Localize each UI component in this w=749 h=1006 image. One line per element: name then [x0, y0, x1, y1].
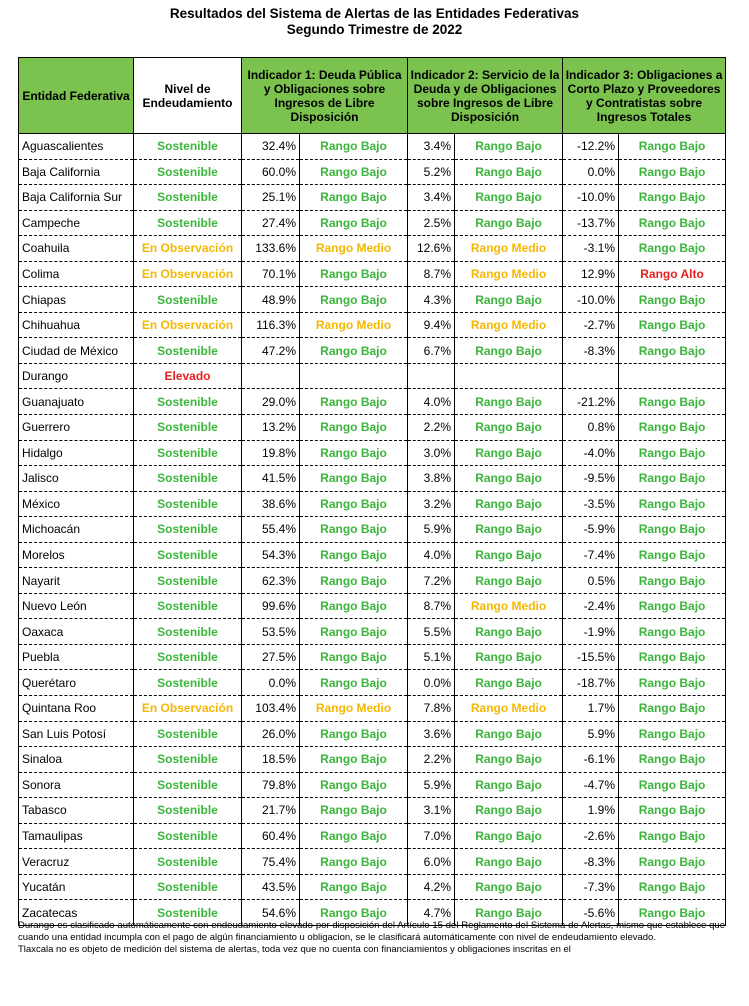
indicador-3-value: -10.0%: [563, 185, 619, 211]
table-row: [19, 210, 726, 236]
indicador-1-value: 55.4%: [242, 517, 300, 543]
indicador-3-range: Rango Bajo: [619, 338, 726, 364]
indicador-3-range: Rango Bajo: [619, 619, 726, 645]
indicador-3-range: Rango Bajo: [619, 900, 726, 926]
indicador-2-value: 8.7%: [408, 593, 455, 619]
indicador-1-range: Rango Bajo: [300, 900, 408, 926]
indicador-1-value: 25.1%: [242, 185, 300, 211]
indicador-1-range: Rango Bajo: [300, 440, 408, 466]
indicador-3-value: -9.5%: [563, 466, 619, 492]
indicador-1-value: 38.6%: [242, 491, 300, 517]
indicador-2-range: Rango Bajo: [455, 874, 563, 900]
indicador-2-range: Rango Bajo: [455, 415, 563, 441]
indicador-3-range: Rango Bajo: [619, 134, 726, 160]
indicador-3-value: -6.1%: [563, 747, 619, 773]
table-row: [19, 312, 726, 338]
indicador-2-range: Rango Bajo: [455, 210, 563, 236]
indicador-2-range: Rango Bajo: [455, 287, 563, 313]
entidad-cell: Querétaro: [19, 670, 134, 696]
indicador-1-range: Rango Bajo: [300, 593, 408, 619]
nivel-cell: Sostenible: [134, 798, 242, 824]
indicador-2-value: 4.0%: [408, 542, 455, 568]
nivel-cell: Sostenible: [134, 874, 242, 900]
indicador-2-value: 12.6%: [408, 236, 455, 262]
indicador-2-range: Rango Bajo: [455, 389, 563, 415]
indicador-2-range: Rango Medio: [455, 696, 563, 722]
indicador-3-range: [619, 363, 726, 389]
indicador-1-range: Rango Bajo: [300, 568, 408, 594]
nivel-cell: Sostenible: [134, 210, 242, 236]
indicador-1-value: 116.3%: [242, 312, 300, 338]
indicador-3-range: Rango Bajo: [619, 772, 726, 798]
indicador-2-range: Rango Bajo: [455, 721, 563, 747]
header-nivel: Nivel de Endeudamiento: [134, 58, 242, 134]
table-row: [19, 363, 726, 389]
indicador-3-range: Rango Bajo: [619, 798, 726, 824]
indicador-3-value: 1.7%: [563, 696, 619, 722]
indicador-2-value: 3.4%: [408, 134, 455, 160]
nivel-cell: Sostenible: [134, 415, 242, 441]
entidad-cell: Ciudad de México: [19, 338, 134, 364]
indicador-3-value: 12.9%: [563, 261, 619, 287]
footnotes: [18, 920, 725, 956]
entidad-cell: Tabasco: [19, 798, 134, 824]
indicador-2-value: 8.7%: [408, 261, 455, 287]
indicador-1-range: Rango Bajo: [300, 849, 408, 875]
indicador-3-range: Rango Bajo: [619, 874, 726, 900]
table-row: [19, 568, 726, 594]
table-row: [19, 619, 726, 645]
indicador-3-value: -8.3%: [563, 849, 619, 875]
entidad-cell: Veracruz: [19, 849, 134, 875]
indicador-2-value: 7.0%: [408, 823, 455, 849]
indicador-2-range: Rango Bajo: [455, 747, 563, 773]
indicador-3-value: -2.4%: [563, 593, 619, 619]
indicador-2-range: Rango Bajo: [455, 440, 563, 466]
page-title: Resultados del Sistema de Alertas de las Entidades Federativas: [169, 6, 580, 21]
indicador-2-range: Rango Bajo: [455, 185, 563, 211]
indicador-1-range: Rango Bajo: [300, 644, 408, 670]
indicador-1-value: 70.1%: [242, 261, 300, 287]
indicador-1-range: Rango Bajo: [300, 823, 408, 849]
table-row: [19, 517, 726, 543]
indicador-3-value: -8.3%: [563, 338, 619, 364]
indicador-1-range: Rango Bajo: [300, 874, 408, 900]
indicador-3-value: [563, 363, 619, 389]
indicador-2-range: Rango Bajo: [455, 134, 563, 160]
indicador-2-range: Rango Medio: [455, 312, 563, 338]
entidad-cell: Hidalgo: [19, 440, 134, 466]
nivel-cell: Sostenible: [134, 287, 242, 313]
indicador-1-value: 19.8%: [242, 440, 300, 466]
indicador-1-range: [300, 363, 408, 389]
indicador-3-value: -5.6%: [563, 900, 619, 926]
indicador-3-range: Rango Bajo: [619, 491, 726, 517]
entidad-cell: Sinaloa: [19, 747, 134, 773]
indicador-1-range: Rango Bajo: [300, 415, 408, 441]
indicador-3-value: -7.4%: [563, 542, 619, 568]
indicador-1-value: [242, 363, 300, 389]
entidad-cell: Oaxaca: [19, 619, 134, 645]
entidad-cell: Coahuila: [19, 236, 134, 262]
indicador-1-range: Rango Bajo: [300, 185, 408, 211]
indicador-1-value: 54.6%: [242, 900, 300, 926]
entidad-cell: Campeche: [19, 210, 134, 236]
indicador-3-range: Rango Bajo: [619, 644, 726, 670]
indicador-3-value: 0.0%: [563, 159, 619, 185]
nivel-cell: Sostenible: [134, 159, 242, 185]
indicador-1-value: 60.0%: [242, 159, 300, 185]
indicador-2-range: Rango Bajo: [455, 644, 563, 670]
entidad-cell: Baja California Sur: [19, 185, 134, 211]
indicador-2-value: 6.7%: [408, 338, 455, 364]
nivel-cell: Sostenible: [134, 670, 242, 696]
indicador-3-range: Rango Bajo: [619, 542, 726, 568]
nivel-cell: Sostenible: [134, 593, 242, 619]
indicador-1-range: Rango Bajo: [300, 772, 408, 798]
indicador-1-value: 21.7%: [242, 798, 300, 824]
table-row: [19, 491, 726, 517]
indicador-1-range: Rango Bajo: [300, 261, 408, 287]
table-row: [19, 644, 726, 670]
nivel-cell: Sostenible: [134, 542, 242, 568]
indicador-2-range: Rango Bajo: [455, 466, 563, 492]
entidad-cell: Durango: [19, 363, 134, 389]
indicador-2-range: Rango Bajo: [455, 338, 563, 364]
nivel-cell: Sostenible: [134, 466, 242, 492]
indicador-2-value: 3.6%: [408, 721, 455, 747]
header-indicador-1: Indicador 1: Deuda Pública y Obligaciones sobre Ingresos de Libre Disposición: [242, 58, 408, 134]
entidad-cell: Quintana Roo: [19, 696, 134, 722]
indicador-1-value: 29.0%: [242, 389, 300, 415]
indicador-2-value: 5.1%: [408, 644, 455, 670]
table-row: [19, 236, 726, 262]
indicador-1-value: 32.4%: [242, 134, 300, 160]
entidad-cell: Colima: [19, 261, 134, 287]
nivel-cell: Sostenible: [134, 900, 242, 926]
nivel-cell: Sostenible: [134, 619, 242, 645]
indicador-2-range: Rango Bajo: [455, 491, 563, 517]
indicador-2-range: Rango Bajo: [455, 823, 563, 849]
indicador-3-range: Rango Bajo: [619, 696, 726, 722]
indicador-3-value: 5.9%: [563, 721, 619, 747]
table-row: [19, 747, 726, 773]
nivel-cell: Sostenible: [134, 823, 242, 849]
indicador-2-value: 0.0%: [408, 670, 455, 696]
indicador-2-value: 3.1%: [408, 798, 455, 824]
indicador-2-range: [455, 363, 563, 389]
nivel-cell: En Observación: [134, 261, 242, 287]
indicador-3-range: Rango Bajo: [619, 721, 726, 747]
indicador-3-range: Rango Bajo: [619, 823, 726, 849]
indicador-2-value: 3.8%: [408, 466, 455, 492]
indicador-2-range: Rango Medio: [455, 261, 563, 287]
indicador-1-range: Rango Bajo: [300, 159, 408, 185]
table-row: [19, 823, 726, 849]
indicador-1-value: 26.0%: [242, 721, 300, 747]
indicador-1-range: Rango Bajo: [300, 338, 408, 364]
indicador-1-value: 62.3%: [242, 568, 300, 594]
entidad-cell: Guerrero: [19, 415, 134, 441]
indicador-3-value: -3.1%: [563, 236, 619, 262]
entidad-cell: Zacatecas: [19, 900, 134, 926]
table-header-row: [19, 58, 726, 134]
entidad-cell: Nuevo León: [19, 593, 134, 619]
indicador-2-value: 3.4%: [408, 185, 455, 211]
indicador-2-value: 3.2%: [408, 491, 455, 517]
nivel-cell: Sostenible: [134, 491, 242, 517]
table-row: [19, 466, 726, 492]
indicador-1-value: 27.4%: [242, 210, 300, 236]
indicador-1-range: Rango Bajo: [300, 287, 408, 313]
nivel-cell: Sostenible: [134, 134, 242, 160]
indicador-3-range: Rango Bajo: [619, 466, 726, 492]
nivel-cell: Sostenible: [134, 338, 242, 364]
indicador-2-value: 5.9%: [408, 517, 455, 543]
nivel-cell: En Observación: [134, 312, 242, 338]
indicador-3-range: Rango Alto: [619, 261, 726, 287]
table-row: [19, 159, 726, 185]
indicador-2-value: 2.5%: [408, 210, 455, 236]
indicador-2-value: 6.0%: [408, 849, 455, 875]
table-row: [19, 542, 726, 568]
indicador-3-value: 0.5%: [563, 568, 619, 594]
table-row: [19, 670, 726, 696]
indicador-2-value: 4.7%: [408, 900, 455, 926]
indicador-1-range: Rango Bajo: [300, 670, 408, 696]
indicador-1-range: Rango Bajo: [300, 389, 408, 415]
indicador-3-value: -12.2%: [563, 134, 619, 160]
indicador-3-range: Rango Bajo: [619, 568, 726, 594]
table-row: [19, 849, 726, 875]
indicador-2-value: 5.2%: [408, 159, 455, 185]
entidad-cell: Aguascalientes: [19, 134, 134, 160]
indicador-1-range: Rango Bajo: [300, 747, 408, 773]
table-row: [19, 261, 726, 287]
table-row: [19, 696, 726, 722]
entidad-cell: Sonora: [19, 772, 134, 798]
indicador-2-value: 3.0%: [408, 440, 455, 466]
indicador-3-value: -5.9%: [563, 517, 619, 543]
indicador-1-value: 18.5%: [242, 747, 300, 773]
indicador-3-range: Rango Bajo: [619, 210, 726, 236]
nivel-cell: Sostenible: [134, 389, 242, 415]
indicador-1-value: 99.6%: [242, 593, 300, 619]
entidad-cell: Chihuahua: [19, 312, 134, 338]
indicador-1-value: 13.2%: [242, 415, 300, 441]
nivel-cell: Sostenible: [134, 721, 242, 747]
indicador-2-value: [408, 363, 455, 389]
indicador-2-range: Rango Bajo: [455, 900, 563, 926]
page-subtitle: Segundo Trimestre de 2022: [286, 22, 463, 37]
nivel-cell: Sostenible: [134, 849, 242, 875]
table-row: [19, 593, 726, 619]
indicador-1-value: 53.5%: [242, 619, 300, 645]
indicador-2-range: Rango Bajo: [455, 798, 563, 824]
table-row: [19, 440, 726, 466]
indicador-1-value: 103.4%: [242, 696, 300, 722]
indicador-2-range: Rango Bajo: [455, 849, 563, 875]
indicador-3-value: 1.9%: [563, 798, 619, 824]
nivel-cell: En Observación: [134, 236, 242, 262]
indicador-1-range: Rango Bajo: [300, 491, 408, 517]
indicador-2-range: Rango Bajo: [455, 159, 563, 185]
indicador-3-value: -1.9%: [563, 619, 619, 645]
indicador-1-range: Rango Bajo: [300, 619, 408, 645]
indicador-3-range: Rango Bajo: [619, 159, 726, 185]
header-indicador-3: Indicador 3: Obligaciones a Corto Plazo y Proveedores y Contratistas sobre Ingresos Totales: [563, 58, 726, 134]
entidad-cell: Michoacán: [19, 517, 134, 543]
indicador-1-value: 43.5%: [242, 874, 300, 900]
indicador-3-value: -21.2%: [563, 389, 619, 415]
entidad-cell: Nayarit: [19, 568, 134, 594]
indicador-3-range: Rango Bajo: [619, 415, 726, 441]
indicador-1-range: Rango Bajo: [300, 542, 408, 568]
indicador-3-value: -4.0%: [563, 440, 619, 466]
entidad-cell: Morelos: [19, 542, 134, 568]
entidad-cell: San Luis Potosí: [19, 721, 134, 747]
indicador-1-range: Rango Bajo: [300, 721, 408, 747]
indicador-2-range: Rango Bajo: [455, 772, 563, 798]
indicador-1-value: 60.4%: [242, 823, 300, 849]
nivel-cell: En Observación: [134, 696, 242, 722]
indicador-3-value: 0.8%: [563, 415, 619, 441]
indicador-3-range: Rango Bajo: [619, 312, 726, 338]
table-row: [19, 772, 726, 798]
nivel-cell: Sostenible: [134, 644, 242, 670]
indicador-1-range: Rango Bajo: [300, 798, 408, 824]
indicador-2-value: 4.0%: [408, 389, 455, 415]
nivel-cell: Elevado: [134, 363, 242, 389]
indicador-1-range: Rango Bajo: [300, 134, 408, 160]
indicador-3-range: Rango Bajo: [619, 747, 726, 773]
indicador-2-value: 7.8%: [408, 696, 455, 722]
entidad-cell: México: [19, 491, 134, 517]
entidad-cell: Tamaulipas: [19, 823, 134, 849]
indicador-3-value: -13.7%: [563, 210, 619, 236]
indicador-3-value: -15.5%: [563, 644, 619, 670]
table-row: [19, 721, 726, 747]
indicador-3-value: -18.7%: [563, 670, 619, 696]
indicador-1-value: 0.0%: [242, 670, 300, 696]
indicador-3-range: Rango Bajo: [619, 389, 726, 415]
indicador-3-value: -2.6%: [563, 823, 619, 849]
indicador-3-range: Rango Bajo: [619, 517, 726, 543]
entidad-cell: Baja California: [19, 159, 134, 185]
table-row: [19, 389, 726, 415]
indicador-2-range: Rango Bajo: [455, 517, 563, 543]
nivel-cell: Sostenible: [134, 440, 242, 466]
indicador-2-value: 5.9%: [408, 772, 455, 798]
indicador-1-range: Rango Bajo: [300, 210, 408, 236]
indicador-1-range: Rango Bajo: [300, 517, 408, 543]
indicador-2-range: Rango Bajo: [455, 619, 563, 645]
indicador-1-value: 75.4%: [242, 849, 300, 875]
nivel-cell: Sostenible: [134, 772, 242, 798]
indicador-1-value: 47.2%: [242, 338, 300, 364]
indicador-2-range: Rango Medio: [455, 593, 563, 619]
indicador-3-range: Rango Bajo: [619, 185, 726, 211]
table-body: [19, 134, 726, 926]
indicador-2-range: Rango Medio: [455, 236, 563, 262]
indicador-3-range: Rango Bajo: [619, 670, 726, 696]
indicador-1-value: 79.8%: [242, 772, 300, 798]
indicador-1-range: Rango Medio: [300, 312, 408, 338]
indicador-3-range: Rango Bajo: [619, 287, 726, 313]
indicador-1-value: 54.3%: [242, 542, 300, 568]
indicador-3-range: Rango Bajo: [619, 849, 726, 875]
results-table: [18, 57, 726, 926]
indicador-1-value: 27.5%: [242, 644, 300, 670]
indicador-2-range: Rango Bajo: [455, 542, 563, 568]
nivel-cell: Sostenible: [134, 747, 242, 773]
indicador-3-value: -2.7%: [563, 312, 619, 338]
entidad-cell: Yucatán: [19, 874, 134, 900]
indicador-1-range: Rango Medio: [300, 696, 408, 722]
table-row: [19, 185, 726, 211]
entidad-cell: Chiapas: [19, 287, 134, 313]
indicador-1-range: Rango Bajo: [300, 466, 408, 492]
indicador-2-value: 4.3%: [408, 287, 455, 313]
indicador-1-value: 48.9%: [242, 287, 300, 313]
indicador-3-value: -4.7%: [563, 772, 619, 798]
indicador-3-range: Rango Bajo: [619, 236, 726, 262]
indicador-1-range: Rango Medio: [300, 236, 408, 262]
indicador-2-value: 4.2%: [408, 874, 455, 900]
footnote-tlaxcala: Tlaxcala no es objeto de medición del sistema de alertas, toda vez que no cuenta con financiamientos y obligaciones inscritas en el: [18, 944, 571, 955]
table-row: [19, 798, 726, 824]
footnote-durango: Durango es clasificado automáticamente con endeudamiento elevado por disposición del Artículo 15 del Reglamento del Sistema de Alertas, mismo que establece que cuando una entidad incumpla con el pago de algún financiamiento u obligacion, se le clasificará automáticamente con nivel de endeudamiento elevado.: [18, 920, 725, 943]
indicador-2-value: 2.2%: [408, 415, 455, 441]
indicador-3-range: Rango Bajo: [619, 440, 726, 466]
entidad-cell: Jalisco: [19, 466, 134, 492]
indicador-2-range: Rango Bajo: [455, 568, 563, 594]
table-row: [19, 287, 726, 313]
indicador-1-value: 133.6%: [242, 236, 300, 262]
indicador-2-range: Rango Bajo: [455, 670, 563, 696]
table-row: [19, 874, 726, 900]
table-row: [19, 338, 726, 364]
header-indicador-2: Indicador 2: Servicio de la Deuda y de Obligaciones sobre Ingresos de Libre Disposición: [408, 58, 563, 134]
nivel-cell: Sostenible: [134, 185, 242, 211]
indicador-2-value: 2.2%: [408, 747, 455, 773]
indicador-2-value: 9.4%: [408, 312, 455, 338]
indicador-3-value: -3.5%: [563, 491, 619, 517]
indicador-1-value: 41.5%: [242, 466, 300, 492]
nivel-cell: Sostenible: [134, 517, 242, 543]
table-row: [19, 134, 726, 160]
indicador-3-value: -7.3%: [563, 874, 619, 900]
entidad-cell: Guanajuato: [19, 389, 134, 415]
header-entidad: Entidad Federativa: [19, 58, 134, 134]
indicador-2-value: 5.5%: [408, 619, 455, 645]
nivel-cell: Sostenible: [134, 568, 242, 594]
table-row: [19, 415, 726, 441]
indicador-3-range: Rango Bajo: [619, 593, 726, 619]
indicador-2-value: 7.2%: [408, 568, 455, 594]
indicador-3-value: -10.0%: [563, 287, 619, 313]
entidad-cell: Puebla: [19, 644, 134, 670]
